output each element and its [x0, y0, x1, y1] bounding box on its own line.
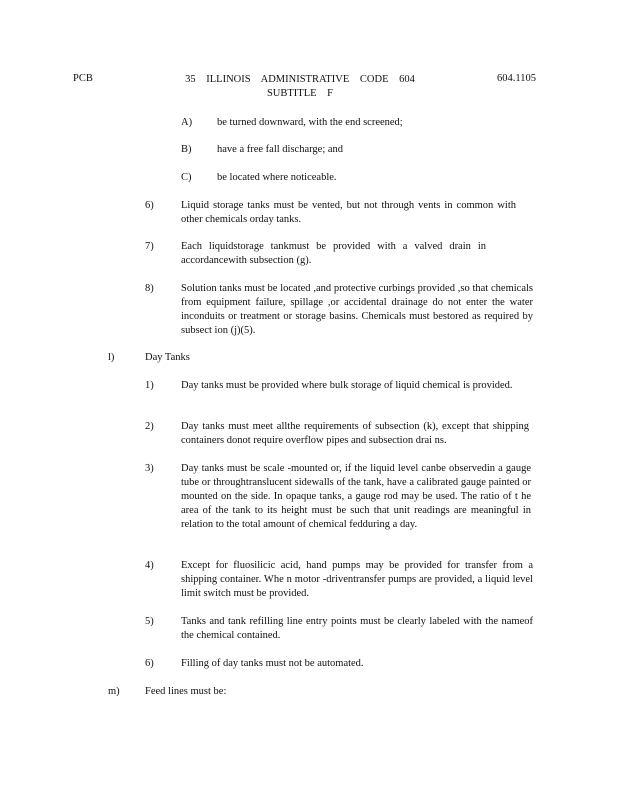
item-label: C) — [181, 172, 192, 183]
item-text: Filling of day tanks must not be automated. — [181, 658, 364, 669]
item-label: 6) — [145, 200, 154, 211]
item-text: Day tanks must meet allthe requirements of subsection (k), except that shipping containers donot require overflow pipes and subsection drai ns. — [181, 421, 529, 446]
header-agency: PCB — [73, 73, 93, 84]
item-label: 4) — [145, 560, 154, 571]
item-text: Liquid storage tanks must be vented, but not through vents in common with other chemicals orday tanks. — [181, 200, 516, 225]
item-label: B) — [181, 144, 192, 155]
item-text: Except for fluosilicic acid, hand pumps may be provided for transfer from a shipping container. Whe n motor -driventransfer pumps are provided, a liquid level limit switch must be provided. — [181, 560, 533, 599]
section-label: m) — [108, 686, 120, 697]
section-title: Day Tanks — [145, 352, 190, 363]
item-label: A) — [181, 117, 193, 128]
item-label: 2) — [145, 421, 154, 432]
item-label: 7) — [145, 241, 154, 252]
section-label: l) — [108, 352, 115, 363]
item-text: Tanks and tank refilling line entry points must be clearly labeled with the nameof the chemical contained. — [181, 616, 533, 641]
item-text: Day tanks must be scale -mounted or, if the liquid level canbe observedin a gauge tube or throughtranslucent sidewalls of the tank, have a calibrated gauge painted or mounted on the side. In opaque tanks, a gauge rod may be used. The ratio of t he area of the tank to its height must be such that unit readings are meaningful in relation to the total amount of chemical fedduring a day. — [181, 463, 531, 530]
header-section-number: 604.1105 — [497, 73, 536, 84]
item-text: have a free fall discharge; and — [217, 144, 344, 155]
item-label: 1) — [145, 380, 154, 391]
item-text: Day tanks must be provided where bulk storage of liquid chemical is provided. — [181, 380, 513, 391]
header-title — [170, 73, 430, 101]
item-text: Solution tanks must be located ,and protective curbings provided ,so that chemicals from equipment failure, spillage ,or accidental drainage do not enter the water inconduits or treatment or storage basins. Chemicals must bestored as required by subsect ion (j)(5). — [181, 283, 533, 336]
header-title-line1: 35 ILLINOIS ADMINISTRATIVE CODE 604 — [185, 74, 415, 85]
item-text: be located where noticeable. — [217, 172, 337, 183]
item-label: 8) — [145, 283, 154, 294]
item-text: Each liquidstorage tankmust be provided with a valved drain in accordancewith subsection (g). — [181, 241, 486, 266]
item-label: 3) — [145, 463, 154, 474]
section-title: Feed lines must be: — [145, 686, 227, 697]
item-text: be turned downward, with the end screened; — [217, 117, 403, 128]
item-label: 6) — [145, 658, 154, 669]
item-label: 5) — [145, 616, 154, 627]
header-title-line2: SUBTITLE F — [266, 88, 334, 99]
